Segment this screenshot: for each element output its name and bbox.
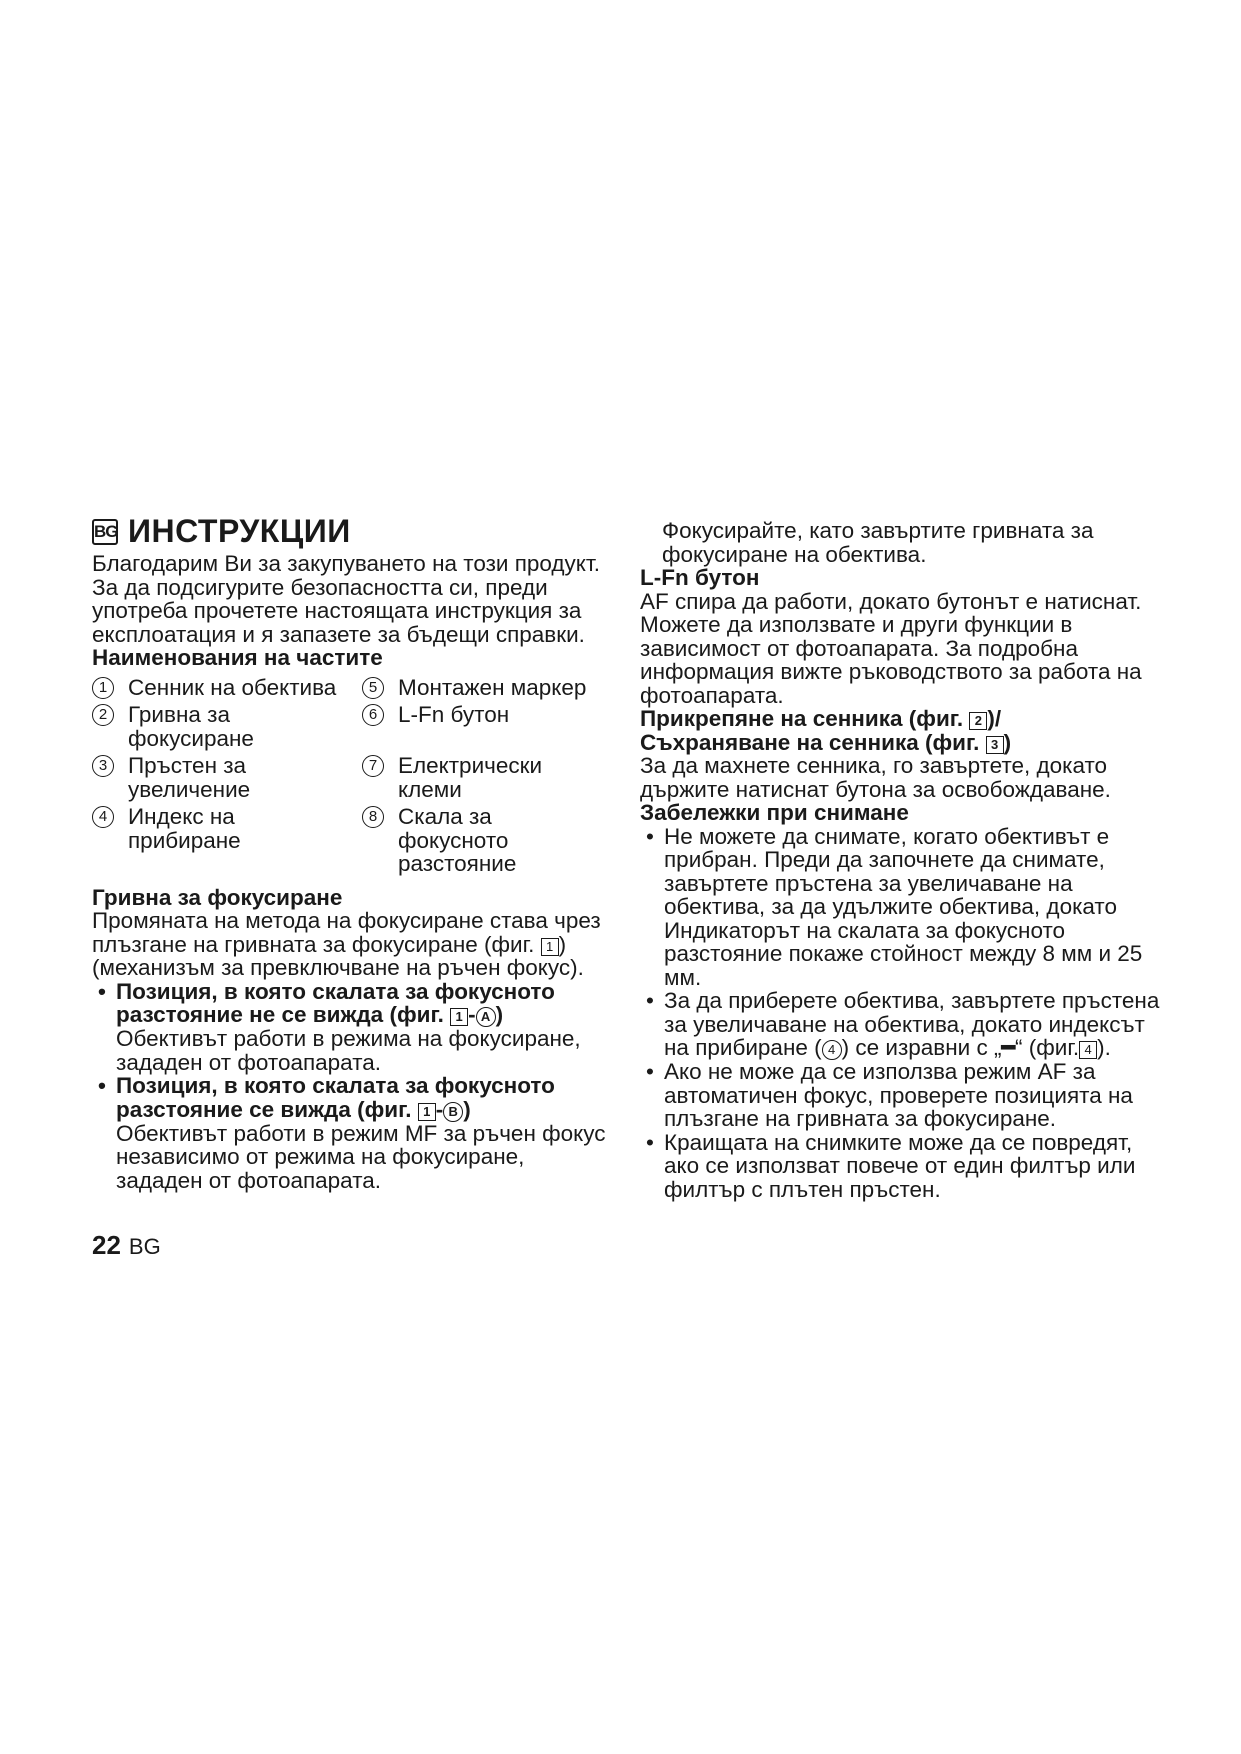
- figure-ref-box: 1: [418, 1103, 436, 1121]
- figure-ref-box: 1: [450, 1008, 468, 1026]
- part-label: Пръстен за увеличение: [128, 753, 251, 802]
- page-number: 22: [92, 1230, 121, 1260]
- note-item: • За да приберете обектива, завъртете пръстена за увеличаване на обектива, докато индексът на прибиране ( 4 ) се изравни с „━“ (фиг. 4 ).: [646, 988, 1160, 1060]
- part-number: 8: [362, 806, 384, 828]
- letter-marker: B: [443, 1102, 463, 1122]
- part-item: [92, 703, 362, 750]
- lfn-text: AF спира да работи, докато бутонът е натиснат. Можете да използвате и други функции в зависимост от фотоапарата. За подробна информация вижте ръководството за работа на фотоапарата.: [640, 588, 1142, 708]
- part-label: Скала за фокусното разстояние: [398, 804, 517, 876]
- part-number-ref: 4: [822, 1040, 842, 1060]
- hood-text: За да махнете сенника, го завъртете, докато държите натиснат бутона за освобождаване.: [640, 753, 1111, 802]
- focus-heading: Гривна за фокусиране: [92, 884, 343, 910]
- right-column: [640, 519, 1160, 1201]
- part-number: 3: [92, 755, 114, 777]
- left-column: [92, 552, 612, 1192]
- letter-marker: A: [476, 1007, 496, 1027]
- parts-list: [92, 676, 612, 876]
- note-item: • Ако не може да се използва режим AF за автоматичен фокус, проверете позицията на плъзгане на гривната за фокусиране.: [646, 1059, 1133, 1131]
- part-number: 6: [362, 704, 384, 726]
- figure-ref-box: 1: [541, 938, 559, 956]
- part-label: L-Fn бутон: [398, 702, 510, 727]
- parts-heading: Наименования на частите: [92, 645, 383, 670]
- part-item: [92, 805, 362, 876]
- part-item: [362, 805, 612, 876]
- part-label: Сенник на обектива: [128, 674, 337, 700]
- part-number: 4: [92, 806, 114, 828]
- part-item: [92, 754, 362, 801]
- part-number: 2: [92, 704, 114, 726]
- part-label: Монтажен маркер: [398, 674, 587, 700]
- language-badge: BG: [92, 519, 118, 545]
- note-item: • Краищата на снимките може да се повредят, ако се използват повече от един филтър или филтър с плътен пръстен.: [646, 1129, 1136, 1202]
- footer-lang: BG: [128, 1234, 161, 1259]
- part-number: 1: [92, 677, 114, 699]
- part-item: [362, 703, 612, 750]
- page-footer: [92, 1230, 161, 1261]
- figure-ref-box: 2: [969, 712, 987, 730]
- bullet-focus-visible: • Позиция, в която скалата за фокусното разстояние се вижда (фиг. 1 - B ) Обективът работи в режим MF за ръчен фокус независимо от режима на фокусиране, зададен от фотоапарата.: [98, 1073, 606, 1193]
- part-item: [362, 676, 612, 700]
- focus-continued-text: Фокусирайте, като завъртите гривната за фокусиране на обектива.: [662, 518, 1094, 567]
- figure-ref-box: 4: [1079, 1041, 1097, 1059]
- part-number: 5: [362, 677, 384, 699]
- part-label: Електрически клеми: [398, 753, 543, 802]
- note-item: • Не можете да снимате, когато обективът е прибран. Преди да започнете да снимате, завъртете пръстена за увеличаване на обектива, за да удължите обектива, докато Индикаторът на скалата за фокусното разстояние покаже стойност между 8 мм и 25 мм.: [646, 823, 1143, 990]
- part-item: [92, 676, 362, 700]
- page-title: [92, 513, 351, 550]
- part-number: 7: [362, 755, 384, 777]
- focus-text: Промяната на метода на фокусиране става чрез плъзгане на гривната за фокусиране (фиг. 1 ) (механизъм за превключване на ръчен фокус).: [92, 908, 601, 980]
- notes-heading: Забележки при снимане: [640, 800, 909, 825]
- figure-ref-box: 3: [986, 736, 1004, 754]
- title-text: ИНСТРУКЦИИ: [128, 513, 351, 549]
- bullet-focus-hidden: • Позиция, в която скалата за фокусното разстояние не се вижда (фиг. 1 - A ) Обективът работи в режима на фокусиране, зададен от фотоапарата.: [98, 978, 581, 1075]
- part-label: Индекс на прибиране: [128, 804, 241, 853]
- part-label: Гривна за фокусиране: [128, 702, 254, 751]
- dash-symbol: ━: [1001, 1035, 1016, 1060]
- hood-heading: Прикрепяне на сенника (фиг. 2 )/ Съхраняване на сенника (фиг. 3 ): [640, 706, 1012, 755]
- part-item: [362, 754, 612, 801]
- lfn-heading: L-Fn бутон: [640, 565, 760, 590]
- intro-text: Благодарим Ви за закупуването на този продукт. За да подсигурите безопасността си, преди употреба прочетете настоящата инструкция за експлоатация и я запазете за бъдещи справки.: [92, 551, 600, 647]
